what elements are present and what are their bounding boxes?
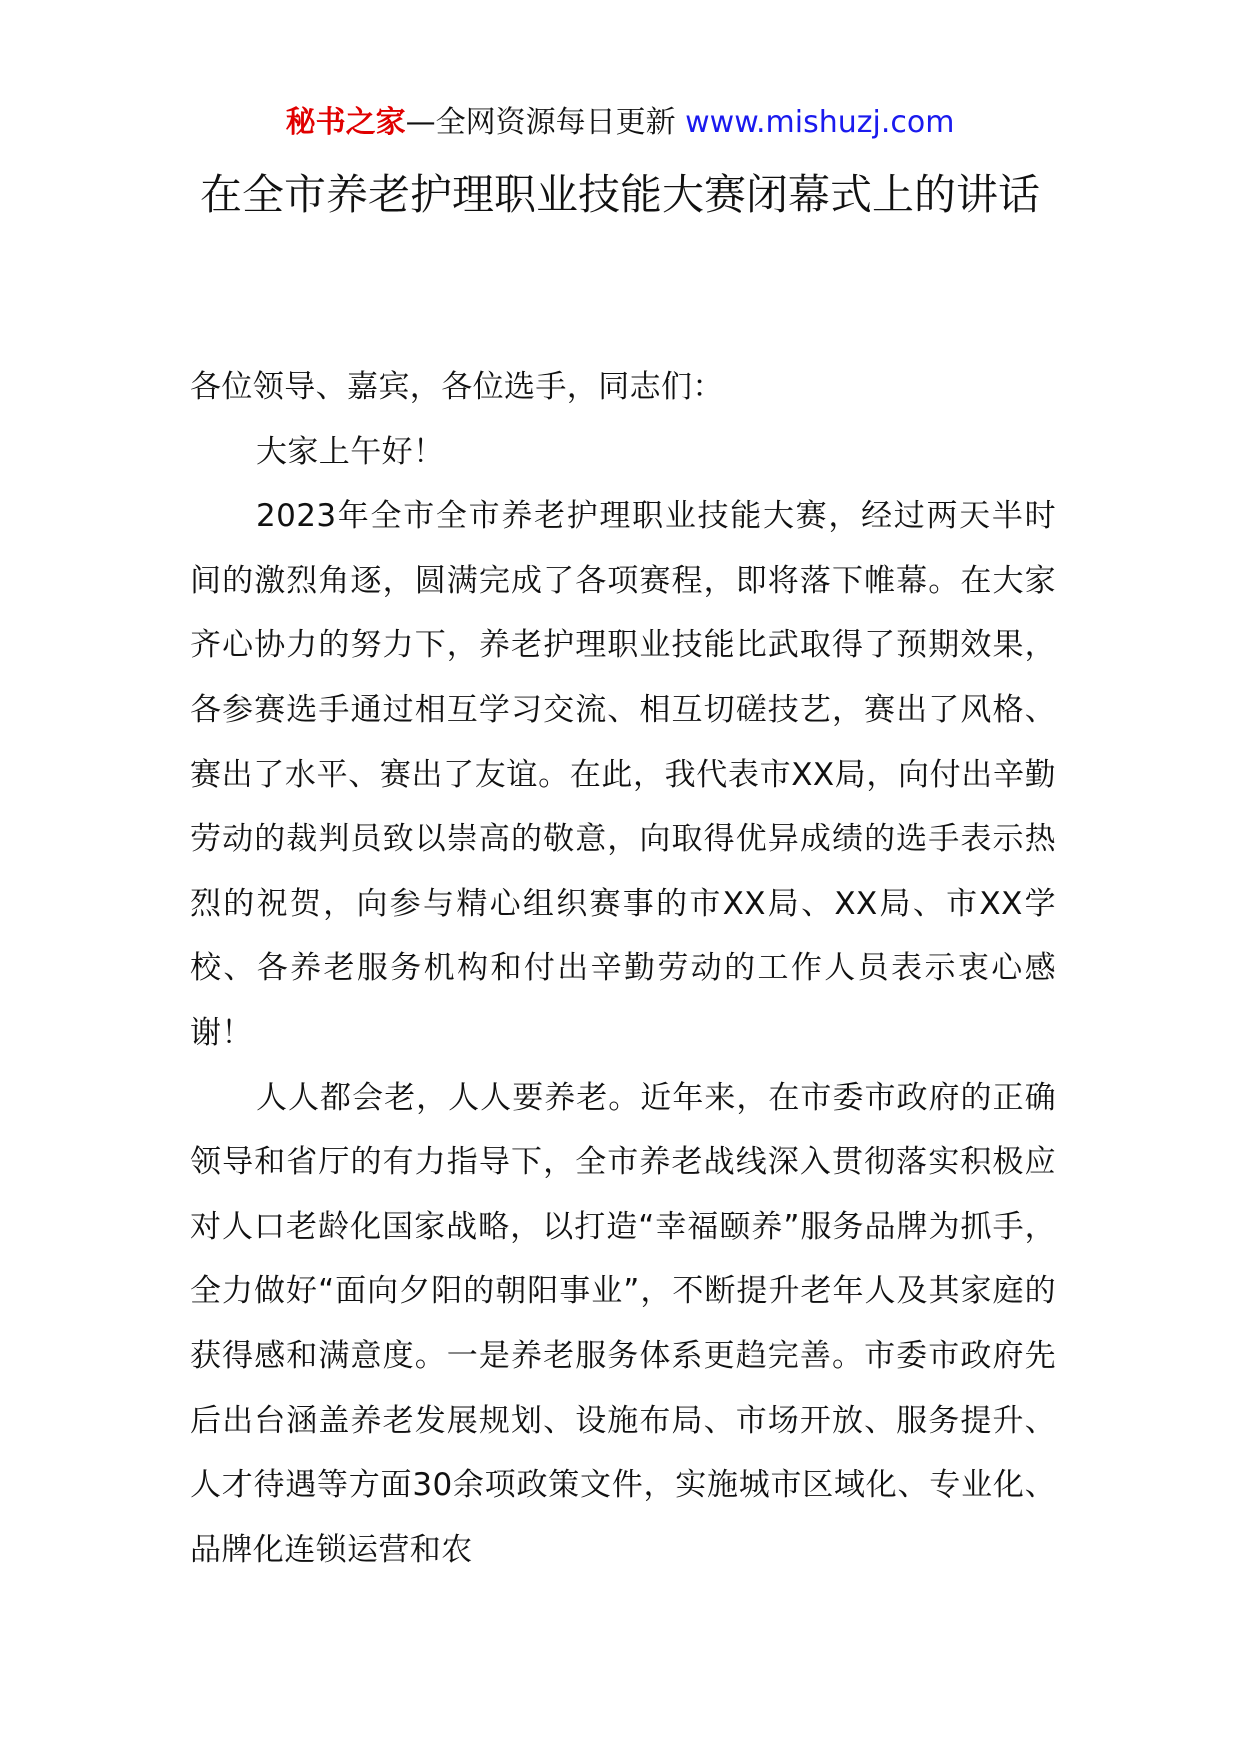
- salutation: 各位领导、嘉宾，各位选手，同志们：: [190, 369, 724, 405]
- header-tagline: —全网资源每日更新: [405, 105, 686, 140]
- brand-name: 秘书之家: [285, 105, 406, 140]
- paragraph: 大家上午好！: [256, 433, 445, 470]
- document-title: 在全市养老护理职业技能大赛闭幕式上的讲话: [199, 170, 1040, 219]
- document-body: [190, 355, 1056, 1582]
- paragraph: 2023年全市全市养老护理职业技能大赛，经过两天半时间的激烈角逐，圆满完成了各项赛程，即将落下帷幕。在大家齐心协力的努力下，养老护理职业技能比武取得了预期效果，各参赛选手通过相互学习交流、相互切磋技艺，赛出了风格、赛出了水平、赛出了友谊。在此，我代表市XX局，向付出辛勤劳动的裁判员致以崇高的敬意，向取得优异成绩的选手表示热烈的祝贺，向参与精心组织赛事的市XX局、XX局、市XX学校、各养老服务机构和付出辛勤劳动的工作人员表示衷心感谢！: [190, 498, 1056, 1051]
- site-url-link[interactable]: www.mishuzj.com: [685, 105, 955, 140]
- paragraph: 人人都会老，人人要养老。近年来，在市委市政府的正确领导和省厅的有力指导下，全市养老战线深入贯彻落实积极应对人口老龄化国家战略，以打造“幸福颐养”服务品牌为抓手，全力做好“面向夕阳的朝阳事业”，不断提升老年人及其家庭的获得感和满意度。一是养老服务体系更趋完善。市委市政府先后出台涵盖养老发展规划、设施布局、市场开放、服务提升、人才待遇等方面30余项政策文件，实施城市区域化、专业化、品牌化连锁运营和农: [190, 1079, 1056, 1568]
- site-header: [0, 101, 1240, 145]
